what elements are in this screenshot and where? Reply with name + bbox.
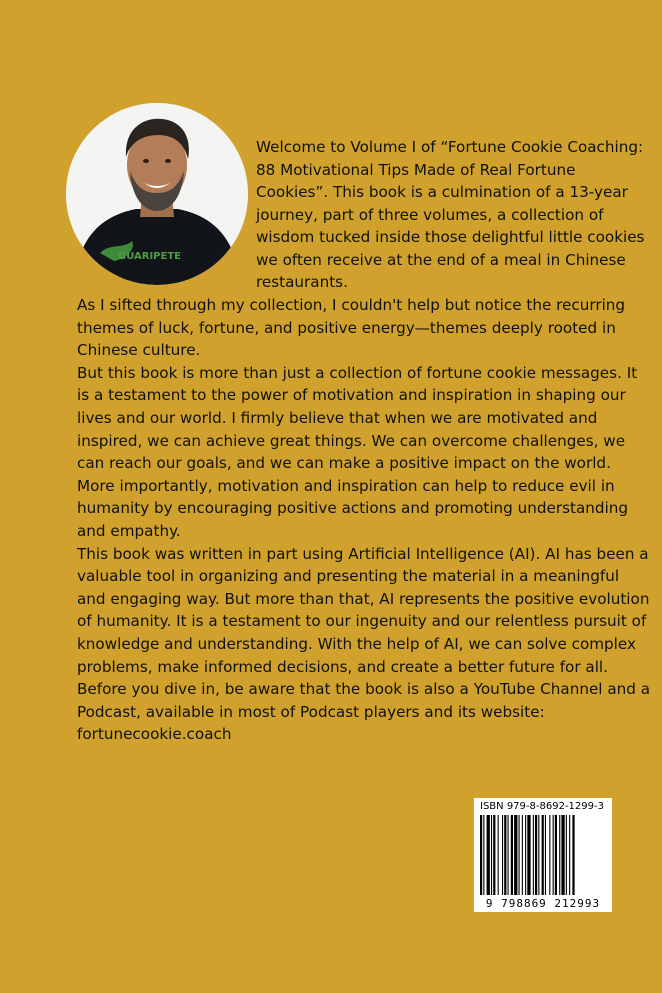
barcode-bar <box>483 815 484 895</box>
blurb-text <box>77 294 652 746</box>
barcode-bar <box>525 815 526 895</box>
shirt-logo-text: GUARIPETE <box>118 251 181 262</box>
barcode-bar <box>504 815 506 895</box>
barcode-bar <box>569 815 570 895</box>
barcode-digits: 9 798869 212993 <box>485 897 601 910</box>
barcode-bar <box>549 815 550 895</box>
barcode-bar <box>511 815 513 895</box>
barcode-bar <box>542 815 544 895</box>
barcode-bar <box>559 815 560 895</box>
barcode-bar <box>527 815 530 895</box>
barcode-bar <box>508 815 509 895</box>
barcode-bar <box>538 815 539 895</box>
barcode-bar <box>493 815 495 895</box>
barcode-bar <box>491 815 492 895</box>
intro-paragraph: Welcome to Volume I of “Fortune Cookie Coaching: 88 Motivational Tips Made of Real Fortune Cookies”. This book is a culmination of a 13-year journey, part of three volumes, a collection of wisdom tucked inside those delightful little cookies we often receive at the end of a meal in Chinese restaurants. <box>256 138 645 291</box>
barcode-bar <box>535 815 537 895</box>
barcode-bars <box>478 815 608 895</box>
barcode-bar <box>480 815 482 895</box>
isbn-barcode <box>474 798 612 912</box>
barcode-bar <box>514 815 517 895</box>
author-photo <box>66 103 248 285</box>
author-portrait-image <box>66 103 248 285</box>
paragraph-4: Before you dive in, be aware that the book is also a YouTube Channel and a Podcast, available in most of Podcast players and its website: fortunecookie.coach <box>77 680 651 744</box>
barcode-bar <box>566 815 567 895</box>
barcode-bar <box>522 815 523 895</box>
paragraph-2: But this book is more than just a collection of fortune cookie messages. It is a testament to the power of motivation and inspiration in shaping our lives and our world. I firmly believe that when we are motivated and inspired, we can achieve great things. We can overcome challenges, we can reach our goals, and we can make a positive impact on the world. More importantly, motivation and inspiration can help to reduce evil in humanity by encouraging positive actions and promoting understanding and empathy. <box>77 363 638 540</box>
barcode-bar <box>498 815 499 895</box>
barcode-bar <box>533 815 534 895</box>
barcode-bar <box>553 815 554 895</box>
barcode-bar <box>519 815 520 895</box>
barcode-bar <box>572 815 574 895</box>
barcode-bar <box>502 815 503 895</box>
isbn-label: ISBN 979-8-8692-1299-3 <box>480 801 604 812</box>
paragraph-3: This book was written in part using Artificial Intelligence (AI). AI has been a valuable tool in organizing and presenting the material in a meaningful and engaging way. But more than that, AI represents the positive evolution of humanity. It is a testament to our ingenuity and our relentless pursuit of knowledge and understanding. With the help of AI, we can solve complex problems, make informed decisions, and create a better future for all. <box>77 544 650 676</box>
barcode-bar <box>555 815 557 895</box>
barcode-bar <box>487 815 490 895</box>
barcode-bar <box>561 815 564 895</box>
paragraph-1: As I sifted through my collection, I couldn't help but notice the recurring themes of luck, fortune, and positive energy—themes deeply rooted in Chinese culture. <box>77 296 626 360</box>
barcode-bar <box>545 815 546 895</box>
